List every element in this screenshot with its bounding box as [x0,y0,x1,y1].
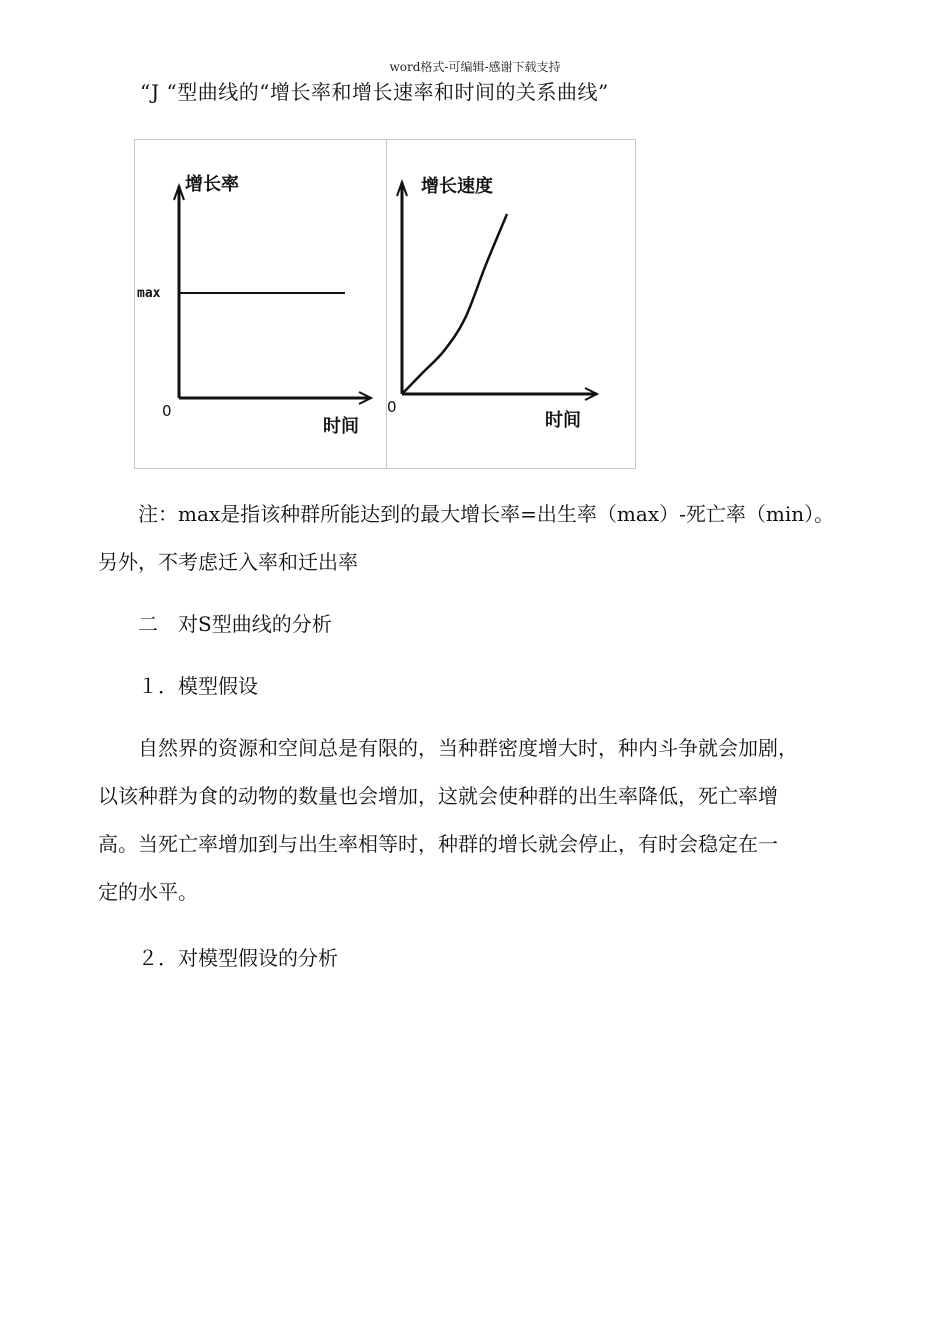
j-curve-figure [134,139,636,469]
left-y-axis-label: 增长率 [185,174,239,195]
j-curve-charts-svg [135,140,637,470]
right-growth-speed-curve [402,214,507,394]
left-panel-chart [137,173,371,437]
body-line-4: 定的水平。 [98,880,198,904]
body-line-2: 以该种群为食的动物的数量也会增加，这就会使种群的出生率降低，死亡率增 [98,784,778,808]
section-2-heading: 二 对S型曲线的分析 [138,612,332,636]
item-1-heading: １．模型假设 [138,674,258,698]
note-line-1: 注：max是指该种群所能达到的最大增长率=出生率（max）-死亡率（min）。 [138,502,835,526]
figure-caption-title: “J “型曲线的“增长率和增长速率和时间的关系曲线” [140,80,609,104]
item-2-heading: ２．对模型假设的分析 [138,946,338,970]
body-line-1: 自然界的资源和空间总是有限的，当种群密度增大时，种内斗争就会加剧， [138,736,798,760]
right-origin-label: 0 [387,398,397,416]
right-panel-chart [387,175,597,431]
note-line-2: 另外，不考虑迁入率和迁出率 [98,550,358,574]
left-x-axis-label: 时间 [323,416,359,437]
body-paragraph [98,724,868,916]
note-paragraph [98,490,868,586]
left-max-tick-label: max [137,286,161,301]
body-line-3: 高。当死亡率增加到与出生率相等时，种群的增长就会停止，有时会稳定在一 [98,832,778,856]
page-header: word格式-可编辑-感谢下载支持 [389,60,561,74]
right-y-axis-label: 增长速度 [421,176,493,197]
right-x-axis-label: 时间 [545,410,581,431]
left-origin-label: 0 [162,402,172,420]
